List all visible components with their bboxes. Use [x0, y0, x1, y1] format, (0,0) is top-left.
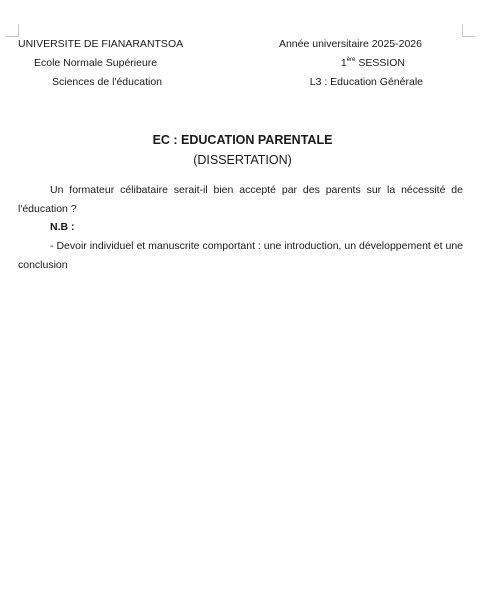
session-superscript: ère — [346, 57, 356, 63]
margin-corner-mark — [462, 24, 475, 37]
nb-label: N.B : — [50, 221, 75, 233]
exam-question: Un formateur célibataire serait-il bien accepté par des parents sur la nécessité de l'éducation ? — [18, 184, 463, 215]
university-name: UNIVERSITE DE FIANARANTSOA — [18, 38, 184, 50]
margin-corner-mark — [6, 24, 19, 37]
school-name: Ecole Normale Supérieure — [34, 57, 158, 69]
session-label: SESSION — [358, 57, 405, 69]
level: L3 : Education Générale — [309, 76, 423, 88]
session — [341, 57, 405, 70]
session-number: 1 — [340, 57, 347, 69]
exam-note: - Devoir individuel et manuscrite comportant : une introduction, un développement et une conclusion — [18, 240, 463, 271]
exam-subtitle: (DISSERTATION) — [193, 153, 292, 167]
exam-title: EC : EDUCATION PARENTALE — [152, 133, 333, 147]
department-name: Sciences de l'éducation — [52, 76, 162, 88]
academic-year: Année universitaire 2025-2026 — [278, 38, 422, 50]
